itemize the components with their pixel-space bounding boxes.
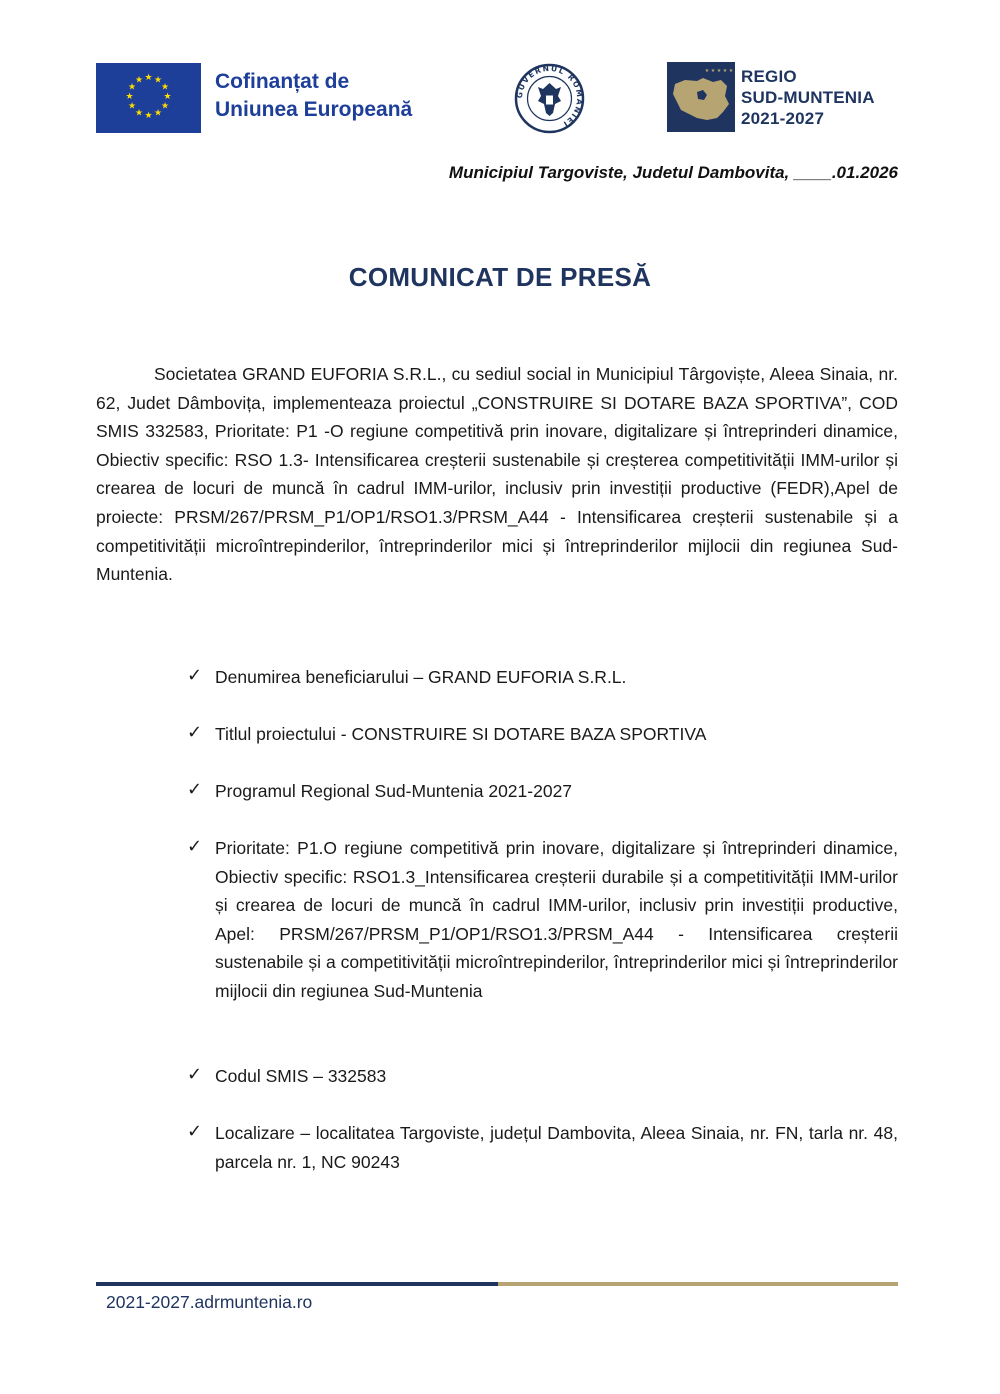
svg-text:★: ★	[163, 92, 172, 102]
check-icon: ✓	[187, 779, 203, 799]
list-item-text: Localizare – localitatea Targoviste, județul Dambovita, Aleea Sinaia, nr. FN, tarla nr. 48, parcela nr. 1, NC 90243	[215, 1123, 898, 1172]
svg-text:★: ★	[153, 75, 163, 86]
footer-divider-blue	[96, 1282, 498, 1286]
check-icon: ✓	[187, 1121, 203, 1141]
list-item-program	[0, 777, 898, 806]
svg-text:★: ★	[134, 75, 144, 86]
regio-map-logo	[667, 62, 735, 132]
regio-text-line3: 2021-2027	[741, 109, 825, 128]
footer-divider-gold	[498, 1282, 898, 1286]
svg-text:★: ★	[710, 68, 716, 74]
svg-text:★: ★	[125, 92, 134, 102]
svg-text:★: ★	[728, 68, 734, 74]
list-item-text: Titlul proiectului - CONSTRUIRE SI DOTARE BAZA SPORTIVA	[215, 724, 707, 744]
check-icon: ✓	[187, 836, 203, 856]
eu-text-line1: Cofinanțat de	[215, 70, 350, 93]
eu-text-line2: Uniunea Europeană	[215, 98, 413, 121]
list-item-priority	[0, 834, 898, 1005]
list-item-text: Programul Regional Sud-Muntenia 2021-2027	[215, 781, 573, 801]
list-item-text: Codul SMIS – 332583	[215, 1066, 387, 1086]
svg-text:★: ★	[127, 101, 137, 112]
list-item-text: Denumirea beneficiarului – GRAND EUFORIA S.R.L.	[215, 667, 627, 687]
list-item-beneficiary	[0, 663, 898, 692]
eu-flag-logo	[96, 63, 201, 133]
list-item-location	[0, 1119, 898, 1176]
svg-text:★: ★	[704, 68, 710, 74]
page-title: COMUNICAT DE PRESĂ	[348, 262, 652, 292]
check-icon: ✓	[187, 665, 203, 685]
list-item-smis-code	[0, 1062, 898, 1091]
date-location-line: Municipiul Targoviste, Judetul Dambovita, ____.01.2026	[448, 163, 898, 182]
regio-text-line1: REGIO	[741, 67, 797, 86]
svg-text:★: ★	[160, 82, 170, 93]
intro-paragraph: Societatea GRAND EUFORIA S.R.L., cu sediul social in Municipiul Târgoviște, Aleea Sinaia, nr. 62, Judet Dâmbovița, implementeaza proiectul „CONSTRUIRE SI DOTARE BAZA SPORTIVA”, COD SMIS 332583, Prioritate: P1 -O regiune competitivă prin inovare, digitalizare și întreprinderi dinamice, Obiectiv specific: RSO 1.3- Intensificarea creșterii sustenabile și creșterea competitivității IMM-urilor și crearea de locuri de muncă în cadrul IMM-urilor, inclusiv prin investiții productive (FEDR),Apel de proiecte: PRSM/267/PRSM_P1/OP1/RSO1.3/PRSM_A44 - Intensificarea creșterii sustenabile și a competitivității microîntrepinderilor, întreprinderilor mici și întreprinderilor mijlocii din regiunea Sud-Muntenia.	[96, 364, 898, 585]
eu-cofinancing-text	[215, 68, 412, 124]
check-icon: ✓	[187, 1064, 203, 1084]
check-icon: ✓	[187, 722, 203, 742]
svg-text:★: ★	[716, 68, 722, 74]
svg-text:★: ★	[134, 108, 144, 119]
list-item-project-title	[0, 720, 898, 749]
regio-text	[741, 66, 875, 129]
svg-text:★: ★	[144, 111, 153, 121]
footer-website-link[interactable]: 2021-2027.adrmuntenia.ro	[106, 1292, 313, 1312]
svg-text:★: ★	[144, 73, 153, 83]
government-seal-logo	[514, 63, 585, 134]
list-item-text: Prioritate: P1.O regiune competitivă prin inovare, digitalizare și întreprinderi dinamice, Obiectiv specific: RSO1.3_Intensificarea creșterii durabile și a competitivității IMM-urilor și crearea de locuri de muncă în cadrul IMM-urilor, inclusiv prin investiții productive, Apel: PRSM/267/PRSM_P1/OP1/RSO1.3/PRSM_A44 - Intensificarea creșterii sustenabile și a competitivității microîntrepinderilor, întreprinderilor mici și întreprinderilor mijlocii din regiunea Sud-Muntenia	[215, 838, 898, 1001]
gov-ring-text: GUVERNUL ROMÂNIEI	[514, 63, 585, 130]
svg-text:★: ★	[153, 108, 163, 119]
svg-text:★: ★	[722, 68, 728, 74]
svg-text:★: ★	[160, 101, 170, 112]
regio-text-line2: SUD-MUNTENIA	[741, 88, 875, 107]
svg-text:★: ★	[127, 82, 137, 93]
